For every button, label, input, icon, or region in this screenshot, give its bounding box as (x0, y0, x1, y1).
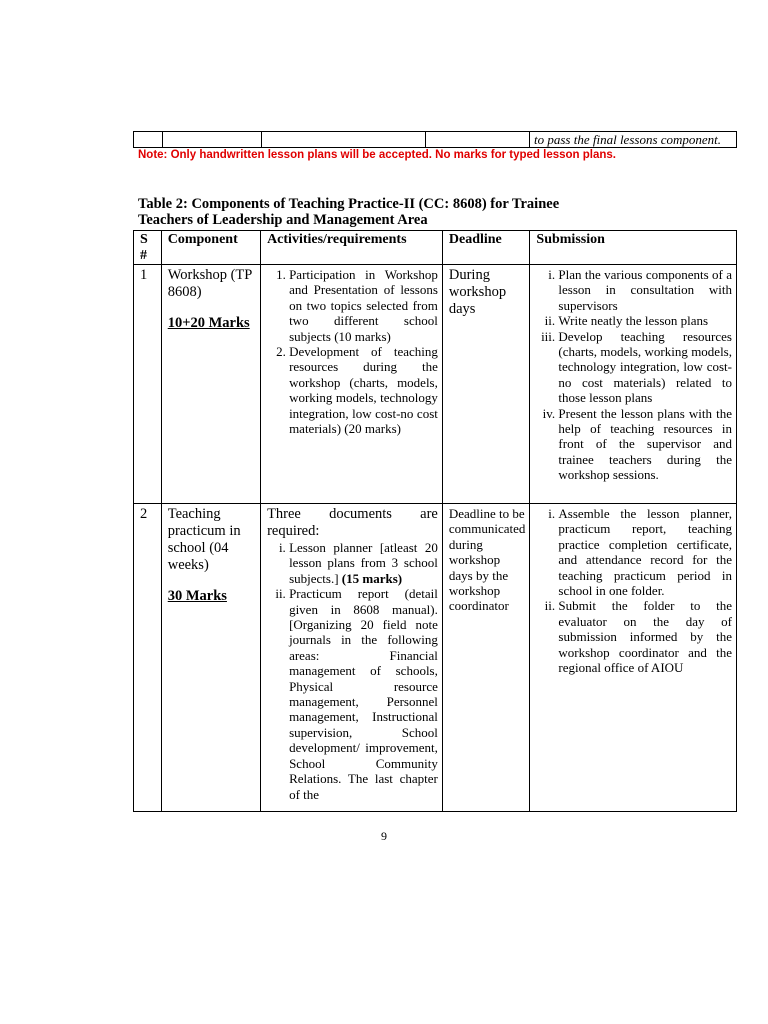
caption-line: Teachers of Leadership and Management Area (138, 212, 428, 228)
list-item: ii. Practicum report (detail given in 8608 manual). [Organizing 20 field note journals in the following areas: Financial management of schools, Physical resource management, Personnel management, Instructional supervision, School development/ improvement, School Community Relations. The last chapter of the (289, 586, 438, 802)
caption-line: Table 2: Components of Teaching Practice-II (CC: 8608) for Trainee (138, 196, 560, 212)
table-caption (138, 196, 559, 228)
sno-cell: 2 (134, 504, 162, 812)
header-row (134, 231, 737, 265)
deadline-cell: During workshop days (442, 265, 530, 504)
list-item: 2. Development of teaching resources during the workshop (charts, models, working models, technology integration, low cost-no cost materials) (20 marks) (289, 344, 438, 436)
header-deadline: Deadline (442, 231, 530, 265)
table-row (134, 132, 737, 148)
list-item: iv. Present the lesson plans with the help of teaching resources in front of the supervisor and trainee teachers during the workshop sessions. (558, 406, 732, 483)
components-table (133, 230, 737, 812)
table-cell: to pass the final lessons component. (530, 132, 737, 148)
list-item: 1. Participation in Workshop and Presentation of lessons on two topics selected from two different school subjects (10 marks) (289, 267, 438, 344)
header-activities: Activities/requirements (261, 231, 443, 265)
list-item: i. Assemble the lesson planner, practicum report, teaching practice completion certificate, and attendance record for the teaching practicum period in school in one folder. (558, 506, 732, 598)
activities-cell (261, 504, 443, 812)
submission-cell (530, 504, 737, 812)
list-item: iii. Develop teaching resources (charts, models, working models, technology integration, low cost-no cost materials) related to those lesson plans (558, 329, 732, 406)
submission-cell (530, 265, 737, 504)
table-row (134, 265, 737, 504)
component-cell (161, 504, 260, 812)
header-sno: S # (134, 231, 162, 265)
deadline-cell: Deadline to be communicated during workshop days by the workshop coordinator (442, 504, 530, 812)
header-component: Component (161, 231, 260, 265)
activities-intro: Three documents are required: (267, 506, 438, 539)
page-number: 9 (381, 829, 387, 843)
header-submission: Submission (530, 231, 737, 265)
previous-table-fragment (133, 131, 737, 148)
component-name: Workshop (TP 8608) (167, 267, 252, 300)
sno-cell: 1 (134, 265, 162, 504)
component-cell (161, 265, 260, 504)
component-marks: 30 Marks (167, 588, 227, 604)
list-item: i. Plan the various components of a lesson in consultation with supervisors (558, 267, 732, 313)
activities-cell (261, 265, 443, 504)
list-item: i. Lesson planner [atleast 20 lesson plans from 3 school subjects.] (15 marks) (289, 540, 438, 586)
list-item: ii. Submit the folder to the evaluator on the day of submission informed by the workshop coordinator and the regional office of AIOU (558, 598, 732, 675)
table-row (134, 504, 737, 812)
component-name: Teaching practicum in school (04 weeks) (167, 506, 241, 573)
component-marks: 10+20 Marks (167, 315, 250, 331)
note-text: Note: Only handwritten lesson plans will be accepted. No marks for typed lesson plans. (138, 149, 616, 161)
list-item: ii. Write neatly the lesson plans (558, 313, 732, 328)
